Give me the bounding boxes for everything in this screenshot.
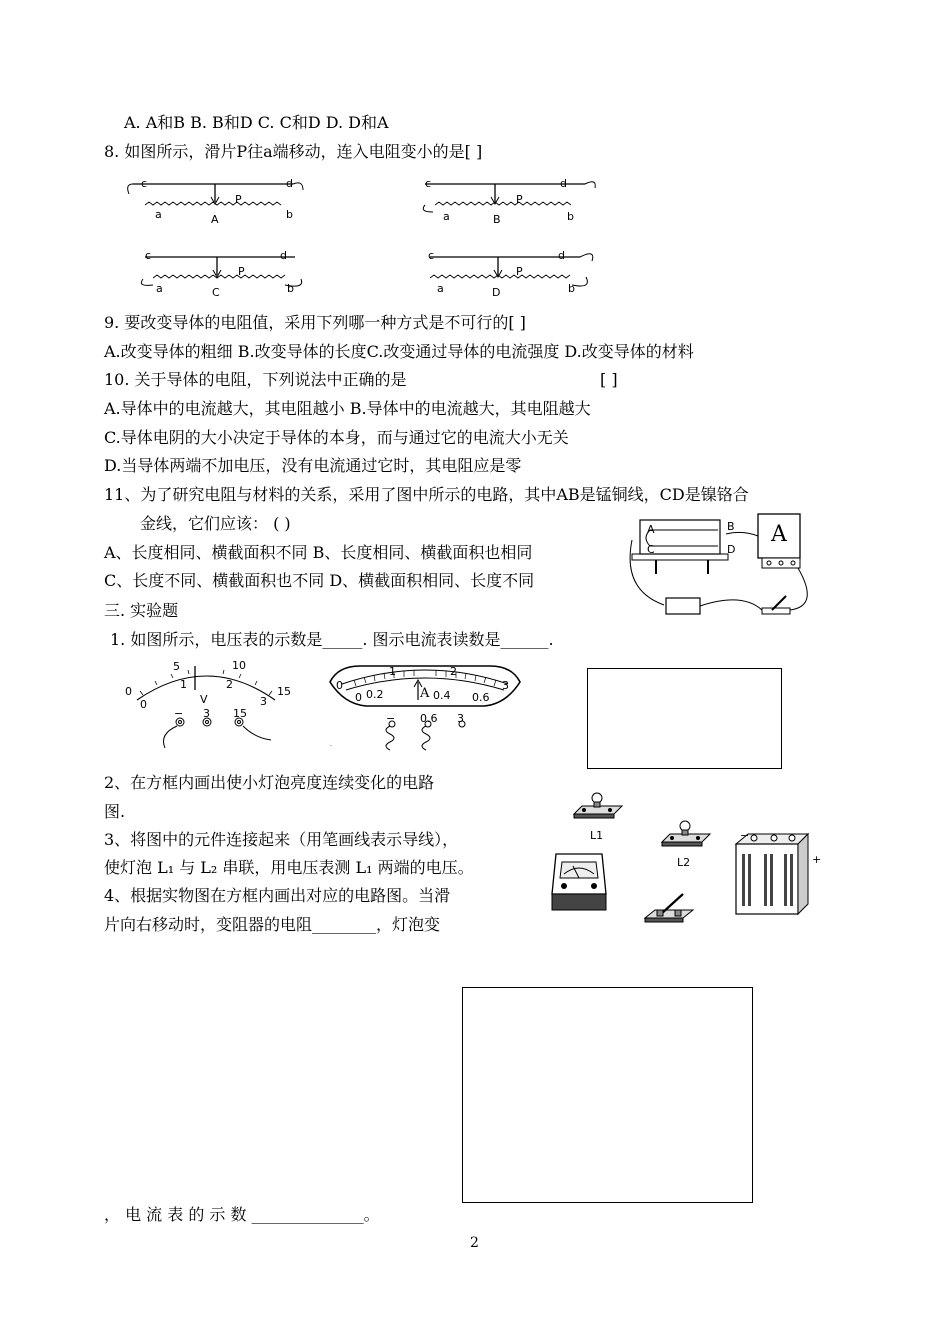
- q8-figure-c: [135, 245, 335, 300]
- e1-text: 1. 如图所示，电压表的示数是_____. 图示电流表读数是______.: [110, 630, 554, 649]
- q8a-d-label: d: [286, 177, 293, 190]
- q11-line2: 金线，它们应该： ( ): [140, 514, 291, 533]
- q9-options: A.改变导体的粗细 B.改变导体的长度C.改变通过导体的电流强度 D.改变导体的材料: [104, 342, 694, 361]
- q8d-a-label: a: [437, 282, 444, 295]
- q11-option-cd: C、长度不同、横截面积也不同 D、横截面积相同、长度不同: [104, 571, 535, 590]
- svg-text:.: .: [330, 741, 332, 748]
- voltmeter-inner-1: 1: [180, 678, 187, 691]
- q10-option-ab: A.导体中的电流越大，其电阻越小 B.导体中的电流越大，其电阻越大: [104, 399, 591, 418]
- switch-icon: [643, 890, 695, 928]
- ammeter-top-2: 2: [450, 665, 457, 678]
- e2-line1: 2、在方框内画出使小灯泡亮度连续变化的电路: [104, 773, 435, 792]
- section-3-title: 三. 实验题: [104, 601, 179, 620]
- e4-line2: 片向右移动时，变阻器的电阻________，灯泡变: [104, 915, 441, 934]
- q8c-c-label: c: [145, 249, 152, 262]
- e3-line1: 3、将图中的元件连接起来（用笔画线表示导线），: [104, 830, 459, 849]
- q8c-a-label: a: [156, 282, 163, 295]
- lamp-l1-icon: [572, 790, 624, 826]
- voltmeter-device-icon: [548, 848, 610, 920]
- lamp-l2-icon: [660, 818, 712, 854]
- battery-negative: −: [740, 829, 750, 842]
- q10-stem: 10. 关于导体的电阻，下列说法中正确的是: [104, 370, 407, 389]
- battery-positive: +: [812, 853, 822, 866]
- ammeter-terminal-neg: −: [386, 712, 396, 725]
- q10-option-c: C.导体电阴的大小决定于导体的本身，而与通过它的电流大小无关: [104, 428, 569, 447]
- q8a-mark: A: [211, 213, 219, 226]
- q8d-d-label: d: [558, 249, 565, 262]
- circuit-answer-box-2[interactable]: [462, 987, 753, 1203]
- q8b-d-label: d: [560, 177, 567, 190]
- voltmeter-outer-15: 15: [277, 685, 291, 698]
- q11-label-b: B: [727, 520, 735, 533]
- q8d-mark: D: [492, 286, 501, 299]
- q8a-slider-label: P: [235, 193, 242, 206]
- q11-option-ab: A、长度相同、横截面积不同 B、长度相同、横截面积也相同: [104, 543, 533, 562]
- q8a-b-label: b: [286, 208, 293, 221]
- ammeter-top-1: 1: [389, 665, 396, 678]
- ammeter-top-3: 3: [502, 679, 509, 692]
- voltmeter-inner-3: 3: [260, 695, 267, 708]
- q8c-slider-label: P: [238, 265, 245, 278]
- e2-line2: 图.: [104, 802, 126, 821]
- q8b-b-label: b: [567, 210, 574, 223]
- ammeter-figure: [320, 660, 530, 752]
- q8b-c-label: c: [425, 177, 432, 190]
- ammeter-unit: A: [420, 686, 430, 701]
- q11-line1: 11、为了研究电阻与材料的关系，采用了图中所示的电路，其中AB是锰铜线，CD是镍铬合: [104, 485, 749, 504]
- ammeter-top-0: 0: [336, 679, 343, 692]
- q8a-c-label: c: [141, 177, 148, 190]
- ammeter-terminal-06: 0.6: [420, 712, 438, 725]
- e3-line2: 使灯泡 L₁ 与 L₂ 串联，用电压表测 L₁ 两端的电压。: [104, 858, 474, 877]
- voltmeter-scale-5: 5: [173, 660, 180, 673]
- voltmeter-outer-0: 0: [125, 685, 132, 698]
- q8c-d-label: d: [280, 249, 287, 262]
- q8c-b-label: b: [287, 282, 294, 295]
- q11-ammeter-label: A: [771, 522, 787, 547]
- e4-line1: 4、根据实物图在方框内画出对应的电路图。当滑: [104, 886, 451, 905]
- voltmeter-terminal-15: 15: [233, 707, 247, 720]
- voltmeter-terminal-neg: −: [174, 707, 184, 720]
- voltmeter-inner-2: 2: [226, 678, 233, 691]
- q11-label-a: A: [647, 523, 655, 536]
- q8b-a-label: a: [443, 210, 450, 223]
- q8d-c-label: c: [428, 249, 435, 262]
- q7-options: A. A和B B. B和D C. C和D D. D和A: [124, 113, 389, 132]
- lamp-l2-label: L2: [677, 856, 691, 869]
- page-number: 2: [470, 1235, 479, 1251]
- q8b-mark: B: [493, 213, 501, 226]
- q11-label-c: C: [647, 543, 655, 556]
- voltmeter-figure: [125, 662, 300, 752]
- e4-line3: ， 电 流 表 的 示 数 ______________。: [104, 1205, 380, 1224]
- q8c-mark: C: [212, 286, 220, 299]
- q8-stem: 8. 如图所示，滑片P往a端移动，连入电阻变小的是[ ]: [104, 142, 483, 161]
- q10-option-d: D.当导体两端不加电压，没有电流通过它时，其电阻应是零: [104, 456, 522, 475]
- voltmeter-scale-10: 10: [232, 659, 246, 672]
- q8a-a-label: a: [155, 208, 162, 221]
- ammeter-bottom-02: 0.2: [366, 688, 384, 701]
- q8d-slider-label: P: [516, 265, 523, 278]
- lamp-l1-label: L1: [590, 829, 604, 842]
- q8d-b-label: b: [568, 282, 575, 295]
- q9-stem: 9. 要改变导体的电阻值，采用下列哪一种方式是不可行的[ ]: [104, 313, 526, 332]
- ammeter-bottom-04: 0.4: [433, 689, 451, 702]
- ammeter-bottom-0: 0: [355, 691, 362, 704]
- ammeter-bottom-06: 0.6: [472, 691, 490, 704]
- circuit-answer-box-1[interactable]: [587, 668, 782, 769]
- q10-bracket: [ ]: [600, 370, 618, 389]
- voltmeter-inner-0: 0: [140, 698, 147, 711]
- q11-label-d: D: [727, 543, 736, 556]
- q8b-slider-label: P: [516, 193, 523, 206]
- voltmeter-unit: V: [200, 693, 208, 706]
- ammeter-terminal-3: 3: [457, 712, 464, 725]
- voltmeter-terminal-3: 3: [203, 707, 210, 720]
